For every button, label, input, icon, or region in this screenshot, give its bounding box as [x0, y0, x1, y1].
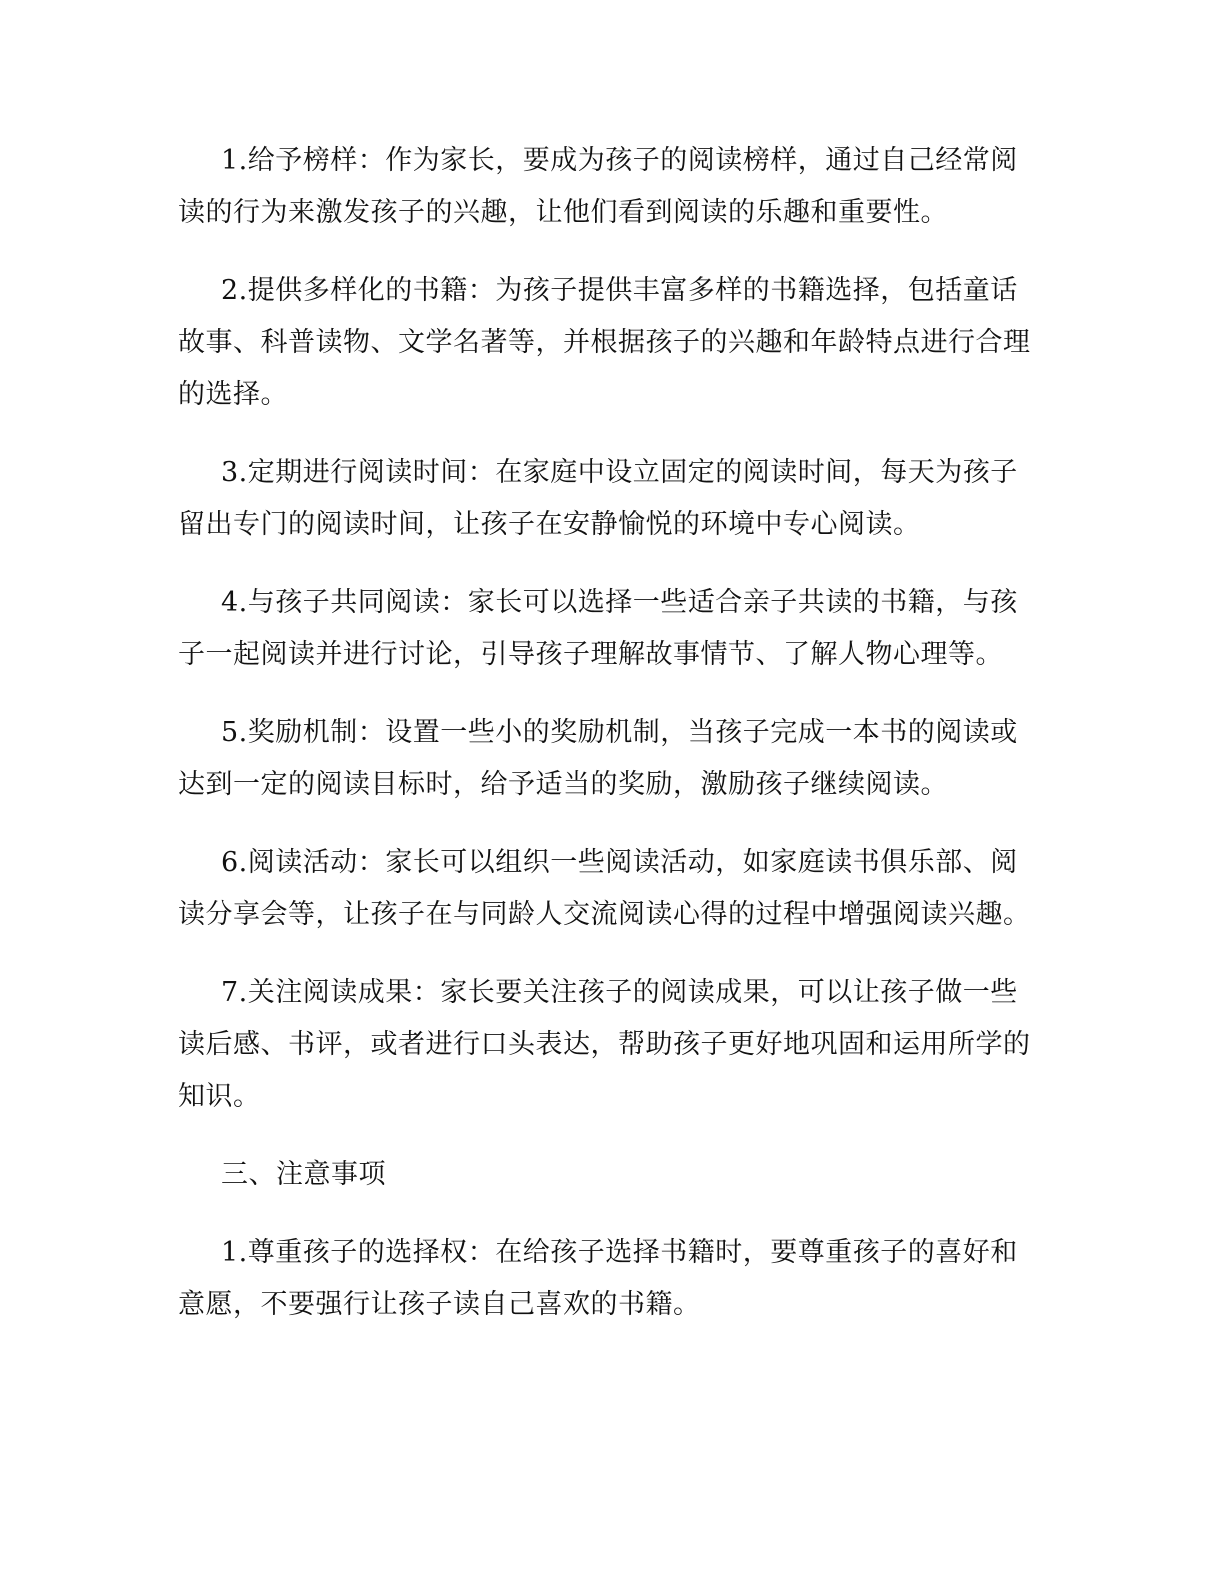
- section-heading: 三、注意事项: [221, 1159, 386, 1190]
- paragraph-4: 4.与孩子共同阅读：家长可以选择一些适合亲子共读的书籍，与孩子一起阅读并进行讨论，引导孩子理解故事情节、了解人物心理等。: [178, 587, 1018, 670]
- paragraph-5: 5.奖励机制：设置一些小的奖励机制，当孩子完成一本书的阅读或达到一定的阅读目标时，给予适当的奖励，激励孩子继续阅读。: [178, 717, 1018, 800]
- document-page: [178, 135, 1038, 1357]
- paragraph-3: 3.定期进行阅读时间：在家庭中设立固定的阅读时间，每天为孩子留出专门的阅读时间，让孩子在安静愉悦的环境中专心阅读。: [178, 457, 1018, 540]
- paragraph-7: 7.关注阅读成果：家长要关注孩子的阅读成果，可以让孩子做一些读后感、书评，或者进行口头表达，帮助孩子更好地巩固和运用所学的知识。: [178, 977, 1031, 1112]
- section-paragraph-1: 1.尊重孩子的选择权：在给孩子选择书籍时，要尊重孩子的喜好和意愿，不要强行让孩子读自己喜欢的书籍。: [178, 1237, 1018, 1320]
- paragraph-2: 2.提供多样化的书籍：为孩子提供丰富多样的书籍选择，包括童话故事、科普读物、文学名著等，并根据孩子的兴趣和年龄特点进行合理的选择。: [178, 275, 1031, 410]
- paragraph-1: 1.给予榜样：作为家长，要成为孩子的阅读榜样，通过自己经常阅读的行为来激发孩子的兴趣，让他们看到阅读的乐趣和重要性。: [178, 145, 1018, 228]
- paragraph-6: 6.阅读活动：家长可以组织一些阅读活动，如家庭读书俱乐部、阅读分享会等，让孩子在与同龄人交流阅读心得的过程中增强阅读兴趣。: [178, 847, 1031, 930]
